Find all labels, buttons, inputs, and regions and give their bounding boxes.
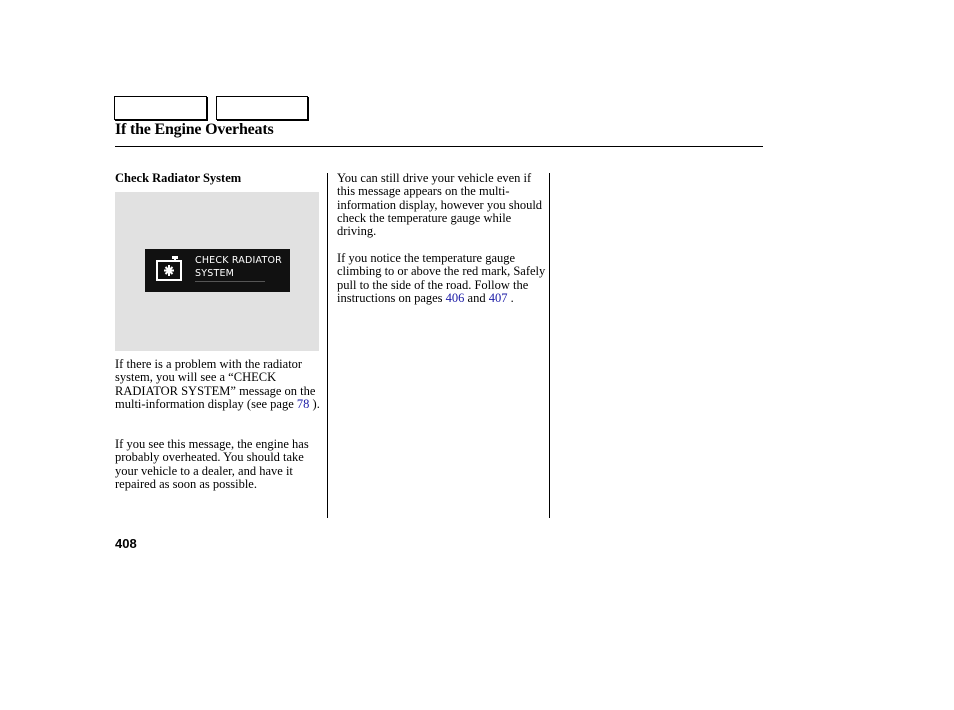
paragraph-red-mark (337, 252, 547, 305)
paragraph-overheated: If you see this message, the engine has probably overheated. You should take your vehicle to a dealer, and have it repaired as soon as possible. (115, 437, 309, 491)
page-title: If the Engine Overheats (115, 121, 274, 138)
radiator-icon (155, 255, 185, 283)
paragraph-problem (115, 358, 325, 411)
page-link-78[interactable]: 78 (296, 396, 310, 411)
paragraph-text: and (464, 290, 489, 305)
display-message (195, 254, 282, 280)
column-divider-1 (327, 173, 328, 518)
section-heading: Check Radiator System (115, 171, 242, 185)
multi-information-display (145, 249, 290, 292)
display-illustration (115, 192, 319, 351)
display-underline (195, 281, 265, 282)
paragraph-text: If you notice the temperature gauge climbing to or above the red mark, Safely pull to the side of the road. Follow the instructions on pages (337, 251, 546, 305)
main-menu-button[interactable] (114, 96, 207, 120)
page-link-406[interactable]: 406 (445, 290, 465, 305)
page-link-407[interactable]: 407 (488, 290, 508, 305)
column-divider-2 (549, 173, 550, 518)
title-divider (115, 146, 763, 147)
paragraph-still-drive: You can still drive your vehicle even if this message appears on the multi-information display, however you should check the temperature gauge while driving. (337, 171, 543, 239)
paragraph-text: If there is a problem with the radiator system, you will see a “CHECK RADIATOR SYSTEM” message on the multi-information display (see page (115, 357, 316, 411)
display-line-2: SYSTEM (195, 268, 235, 279)
page-number: 408 (115, 536, 137, 551)
paragraph-text: ). (309, 396, 320, 411)
table-of-contents-button[interactable] (216, 96, 308, 120)
display-line-1: CHECK RADIATOR (195, 255, 282, 266)
paragraph-text: . (507, 290, 514, 305)
